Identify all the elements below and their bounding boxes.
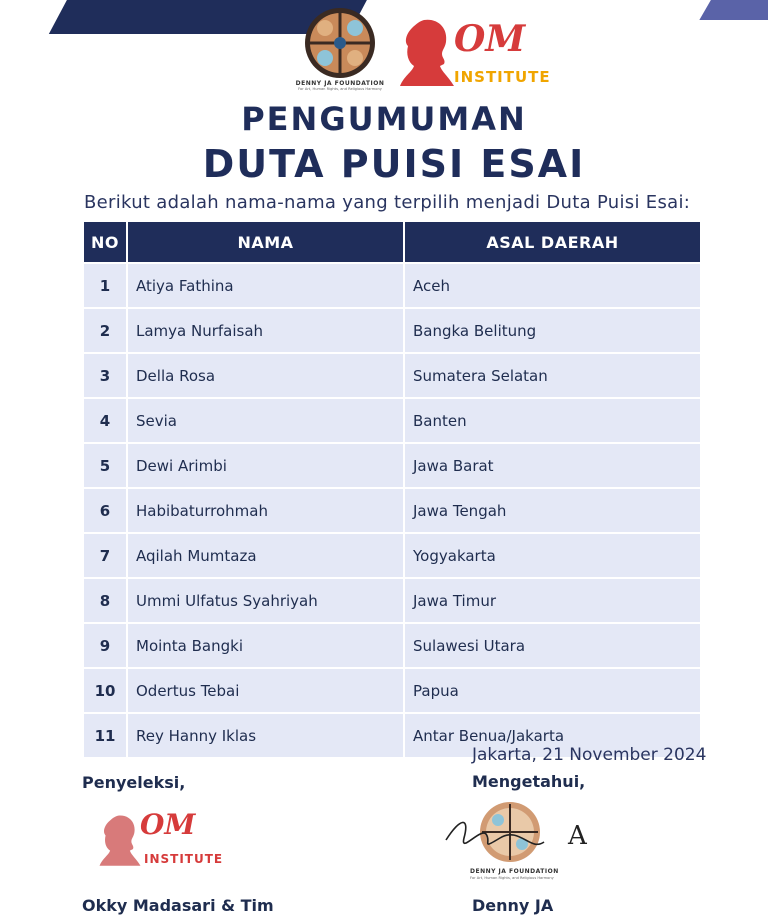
table-row [84, 354, 700, 397]
om-institute-stamp [98, 808, 238, 872]
table-row [84, 669, 700, 712]
row-number: 11 [84, 714, 126, 757]
row-origin: Jawa Timur [405, 579, 700, 622]
row-origin: Yogyakarta [405, 534, 700, 577]
stamp-foundation-name: DENNY JA FOUNDATION [470, 868, 559, 875]
intro-text: Berikut adalah nama-nama yang terpilih menjadi Duta Puisi Esai: [84, 192, 691, 213]
signature-scribble [440, 798, 600, 868]
row-number: 9 [84, 624, 126, 667]
acknowledger-label: Mengetahui, [472, 772, 586, 791]
row-name: Rey Hanny Iklas [128, 714, 403, 757]
selector-label: Penyeleksi, [82, 773, 186, 792]
row-origin: Sulawesi Utara [405, 624, 700, 667]
table-row [84, 399, 700, 442]
row-name: Habibaturrohmah [128, 489, 403, 532]
logo-row [290, 6, 580, 98]
signature-area [440, 798, 600, 890]
row-origin: Jawa Tengah [405, 489, 700, 532]
profile-silhouette-icon [98, 812, 142, 868]
row-name: Odertus Tebai [128, 669, 403, 712]
row-number: 1 [84, 264, 126, 307]
table-body [84, 264, 700, 757]
row-name: Sevia [128, 399, 403, 442]
foundation-tagline: For Art, Human Rights, and Religious Harmony [298, 87, 382, 91]
om-mark: OM [454, 18, 526, 60]
row-origin: Sumatera Selatan [405, 354, 700, 397]
row-origin: Antar Benua/Jakarta [405, 714, 700, 757]
row-number: 2 [84, 309, 126, 352]
row-origin: Banten [405, 399, 700, 442]
document-date: Jakarta, 21 November 2024 [472, 745, 707, 765]
table-row [84, 309, 700, 352]
row-number: 10 [84, 669, 126, 712]
selector-name: Okky Madasari & Tim [82, 896, 274, 915]
row-number: 6 [84, 489, 126, 532]
row-name: Della Rosa [128, 354, 403, 397]
signature-letter: A [568, 821, 587, 851]
header-asal-daerah: ASAL DAERAH [405, 222, 700, 262]
table-row [84, 624, 700, 667]
om-stamp-institute: INSTITUTE [144, 852, 224, 866]
row-origin: Jawa Barat [405, 444, 700, 487]
row-origin: Bangka Belitung [405, 309, 700, 352]
ambassador-table [82, 220, 702, 759]
row-origin: Papua [405, 669, 700, 712]
row-name: Aqilah Mumtaza [128, 534, 403, 577]
stamp-foundation-tagline: For Art, Human Rights, and Religious Harmony [470, 876, 554, 880]
denny-ja-foundation-logo [290, 6, 390, 98]
header-corner-accent [699, 0, 768, 20]
table-header-row [84, 222, 700, 262]
profile-silhouette-icon [398, 16, 456, 88]
header-nama: NAMA [128, 222, 403, 262]
row-number: 8 [84, 579, 126, 622]
table-row [84, 534, 700, 577]
row-number: 7 [84, 534, 126, 577]
om-stamp-mark: OM [140, 808, 196, 841]
foundation-emblem-icon [303, 6, 377, 80]
row-name: Ummi Ulfatus Syahriyah [128, 579, 403, 622]
om-institute-label: INSTITUTE [454, 68, 551, 86]
row-name: Lamya Nurfaisah [128, 309, 403, 352]
row-number: 4 [84, 399, 126, 442]
acknowledger-name: Denny JA [472, 896, 554, 915]
page-title: PENGUMUMAN [241, 100, 527, 138]
row-name: Mointa Bangki [128, 624, 403, 667]
table-row [84, 579, 700, 622]
row-name: Dewi Arimbi [128, 444, 403, 487]
header-no: NO [84, 222, 126, 262]
table-row [84, 264, 700, 307]
row-number: 5 [84, 444, 126, 487]
row-number: 3 [84, 354, 126, 397]
om-institute-logo [398, 14, 578, 94]
page-subtitle: DUTA PUISI ESAI [202, 142, 586, 186]
row-name: Atiya Fathina [128, 264, 403, 307]
foundation-name: DENNY JA FOUNDATION [295, 80, 385, 87]
table-row [84, 489, 700, 532]
table-row [84, 444, 700, 487]
row-origin: Aceh [405, 264, 700, 307]
